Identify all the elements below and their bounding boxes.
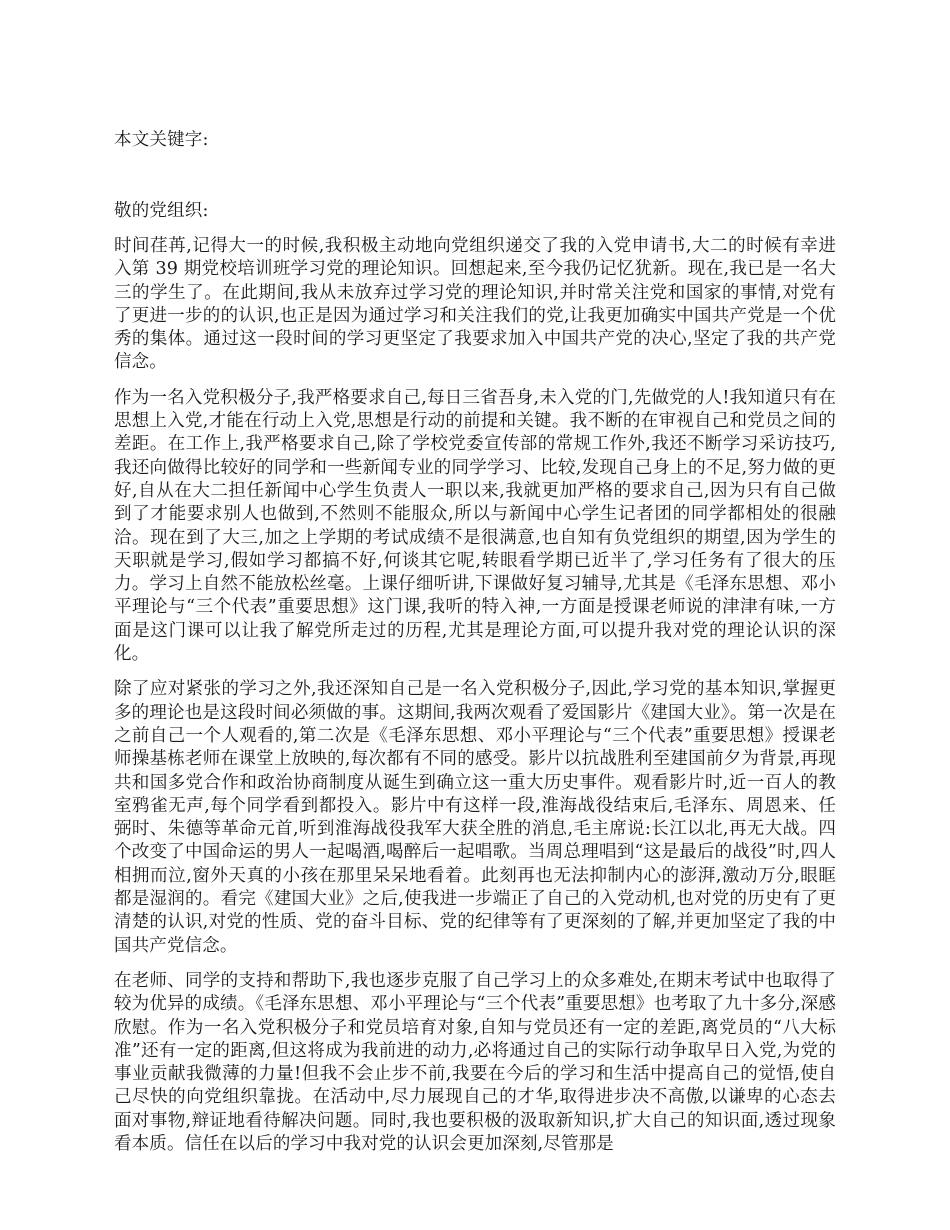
paragraph-4: 在老师、同学的支持和帮助下,我也逐步克服了自己学习上的众多难处,在期末考试中也取得了较为优异的成绩。《毛泽东思想、邓小平理论与“三个代表”重要思想》也考取了九十多分,深感欣慰。作为一名入党积极分子和党员培育对象,自知与党员还有一定的差距,离党员的“八大标准”还有一定的距离,但这将成为我前进的动力,必将通过自己的实际行动争取早日入党,为党的事业贡献我微薄的力量!但我不会止步不前,我要在今后的学习和生活中提高自己的觉悟,使自己尽快的向党组织靠拢。在活动中,尽力展现自己的才华,取得进步决不高傲,以谦卑的心态去面对事物,辩证地看待解决问题。同时,我也要积极的汲取新知识,扩大自己的知识面,透过现象看本质。信任在以后的学习中我对党的认识会更加深刻,尽管那是 [114, 970, 836, 1154]
paragraph-1: 时间荏苒,记得大一的时候,我积极主动地向党组织递交了我的入党申请书,大二的时候有幸进入第 39 期党校培训班学习党的理论知识。回想起来,至今我仍记忆犹新。现在,我已是一名大三的学生了。在此期间,我从未放弃过学习党的理论知识,并时常关注党和国家的事情,对党有了更进一步的的认识,也正是因为通过学习和关注我们的党,让我更加确实中国共产党是一个优秀的集体。通过这一段时间的学习更坚定了我要求加入中国共产党的决心,坚定了我的共产党信念。 [114, 236, 836, 373]
salutation: 敬的党组织: [114, 201, 209, 221]
paragraph-3: 除了应对紧张的学习之外,我还深知自己是一名入党积极分子,因此,学习党的基本知识,掌握更多的理论也是这段时间必须做的事。这期间,我两次观看了爱国影片《建国大业》。第一次是在之前自己一个人观看的,第二次是《毛泽东思想、邓小平理论与“三个代表”重要思想》授课老师操基栋老师在课堂上放映的,每次都有不同的感受。影片以抗战胜利至建国前夕为背景,再现共和国多党合作和政治协商制度从诞生到确立这一重大历史事件。观看影片时,近一百人的教室鸦雀无声,每个同学看到都投入。影片中有这样一段,淮海战役结束后,毛泽东、周恩来、任弼时、朱德等革命元首,听到淮海战役我军大获全胜的消息,毛主席说:长江以北,再无大战。四个改变了中国命运的男人一起喝酒,喝醉后一起唱歌。当周总理唱到“这是最后的战役”时,四人相拥而泣,窗外天真的小孩在那里呆呆地看着。此刻再也无法抑制内心的澎湃,激动万分,眼眶都是湿润的。看完《建国大业》之后,使我进一步端正了自己的入党动机,也对党的历史有了更清楚的认识,对党的性质、党的奋斗目标、党的纪律等有了更深刻的了解,并更加坚定了我的中国共产党信念。 [114, 679, 836, 956]
paragraph-2: 作为一名入党积极分子,我严格要求自己,每日三省吾身,未入党的门,先做党的人!我知道只有在思想上入党,才能在行动上入党,思想是行动的前提和关键。我不断的在审视自己和党员之间的差距。在工作上,我严格要求自己,除了学校党委宣传部的常规工作外,我还不断学习采访技巧,我还向做得比较好的同学和一些新闻专业的同学学习、比较,发现自己身上的不足,努力做的更好,自从在大二担任新闻中心学生负责人一职以来,我就更加严格的要求自己,因为只有自己做到了才能要求别人也做到,不然则不能服众,所以与新闻中心学生记者团的同学都相处的很融洽。现在到了大三,加之上学期的考试成绩不是很满意,也自知有负党组织的期望,因为学生的天职就是学习,假如学习都搞不好,何谈其它呢,转眼看学期已近半了,学习任务有了很大的压力。学习上自然不能放松丝毫。上课仔细听讲,下课做好复习辅导,尤其是《毛泽东思想、邓小平理论与“三个代表”重要思想》这门课,我听的特入神,一方面是授课老师说的津津有味,一方面是这门课可以让我了解党所走过的历程,尤其是理论方面,可以提升我对党的理论认识的深化。 [114, 387, 836, 665]
keywords-label: 本文关键字: [114, 130, 209, 150]
document-page [114, 128, 836, 1156]
